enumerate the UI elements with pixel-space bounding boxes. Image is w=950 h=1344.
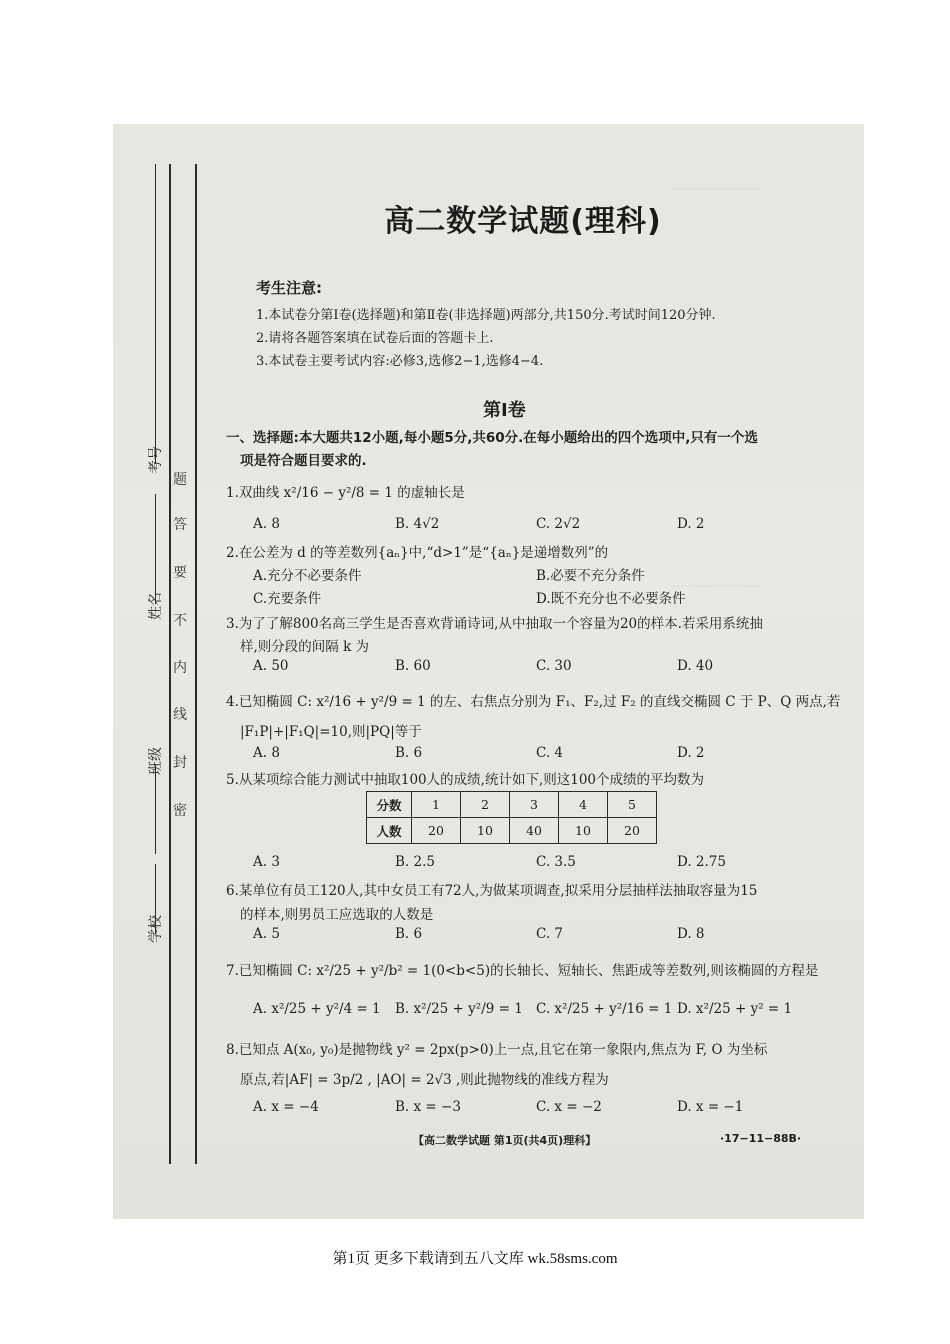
seal-char: 题: [173, 472, 187, 488]
question-stem: 2.在公差为 d 的等差数列{aₙ}中,“d>1”是“{aₙ}是递增数列”的: [226, 545, 609, 561]
binding-strip: [113, 124, 203, 1219]
option: D. 8: [677, 926, 705, 942]
table-cell: 20: [412, 818, 461, 844]
option: C. 3.5: [536, 854, 576, 870]
question-stem: 8.已知点 A(x₀, y₀)是抛物线 y² = 2px(p>0)上一点,且它在第一象限内,焦点为 F, O 为坐标: [226, 1042, 768, 1058]
option: A.充分不必要条件: [253, 568, 362, 584]
option: C. 4: [536, 745, 564, 761]
seal-char: 线: [173, 707, 187, 723]
option: A. 3: [253, 854, 280, 870]
option: D. 2.75: [677, 854, 726, 870]
option: B. x²/25 + y²/9 = 1: [395, 1001, 523, 1017]
fill-line-kaohao: [155, 164, 156, 464]
option: D. 2: [677, 745, 705, 761]
seal-char: 密: [173, 803, 187, 819]
option: A. 8: [253, 516, 280, 532]
option: B. 2.5: [395, 854, 435, 870]
seal-char: 答: [173, 517, 187, 533]
score-table: [366, 791, 657, 844]
exam-code: ·17−11−88B·: [720, 1132, 802, 1145]
exam-title: 高二数学试题(理科): [384, 204, 662, 239]
table-row: [367, 792, 657, 818]
exam-page-footer: 【高二数学试题 第1页(共4页)理科】: [413, 1134, 597, 1147]
seal-char: 内: [173, 660, 187, 676]
section-title: 第Ⅰ卷: [483, 400, 526, 421]
document-footer: 第1页 更多下载请到五八文库 wk.58sms.com: [332, 1251, 618, 1267]
notice-item: 2.请将各题答案填在试卷后面的答题卡上.: [256, 331, 494, 346]
table-cell: 10: [461, 818, 510, 844]
option: B. 6: [395, 926, 423, 942]
notice-heading: 考生注意:: [256, 279, 322, 297]
table-cell: 3: [510, 792, 559, 818]
option: A. 50: [253, 658, 289, 674]
question-stem: 7.已知椭圆 C: x²/25 + y²/b² = 1(0<b<5)的长轴长、短轴长、焦距成等差数列,则该椭圆的方程是: [226, 963, 819, 979]
table-cell: 40: [510, 818, 559, 844]
label-banji: 班级: [148, 747, 164, 775]
option: B. x = −3: [395, 1099, 461, 1115]
show-through: ⋯⋯⋯⋯⋯⋯⋯⋯: [673, 579, 761, 592]
option: B. 4√2: [395, 516, 440, 532]
table-cell: 2: [461, 792, 510, 818]
question-stem: 样,则分段的间隔 k 为: [240, 639, 370, 655]
option: C. x²/25 + y²/16 = 1: [536, 1001, 673, 1017]
option: C. 30: [536, 658, 572, 674]
question-stem: 1.双曲线 x²/16 − y²/8 = 1 的虚轴长是: [226, 485, 465, 501]
seal-char: 封: [173, 755, 187, 771]
option: D. x²/25 + y² = 1: [677, 1001, 793, 1017]
question-stem: 6.某单位有员工120人,其中女员工有72人,为做某项调查,拟采用分层抽样法抽取容量为15: [226, 883, 758, 899]
option: D. x = −1: [677, 1099, 744, 1115]
label-xingming: 姓名: [148, 592, 164, 620]
question-stem: |F₁P|+|F₁Q|=10,则|PQ|等于: [240, 724, 422, 740]
table-cell: 5: [608, 792, 657, 818]
table-row: [367, 818, 657, 844]
seal-char: 要: [173, 565, 187, 581]
table-header-cell: 人数: [367, 818, 412, 844]
question-stem: 5.从某项综合能力测试中抽取100人的成绩,统计如下,则这100个成绩的平均数为: [226, 772, 704, 788]
label-kaohao: 考号: [148, 446, 164, 474]
table-cell: 4: [559, 792, 608, 818]
exam-photo: [113, 124, 864, 1219]
show-through: ⋯⋯⋯⋯⋯⋯⋯⋯: [673, 182, 761, 195]
option: B. 6: [395, 745, 423, 761]
instructions-line: 项是符合题目要求的.: [240, 453, 367, 469]
question-stem: 4.已知椭圆 C: x²/16 + y²/9 = 1 的左、右焦点分别为 F₁、F₂,过 F₂ 的直线交椭圆 C 于 P、Q 两点,若: [226, 694, 841, 710]
binding-line-outer: [195, 164, 197, 1164]
notice-item: 1.本试卷分第Ⅰ卷(选择题)和第Ⅱ卷(非选择题)两部分,共150分.考试时间120分钟.: [256, 308, 716, 323]
option: C.充要条件: [253, 591, 322, 607]
label-xuexiao: 学校: [148, 915, 164, 943]
question-stem: 3.为了了解800名高三学生是否喜欢背诵诗词,从中抽取一个容量为20的样本.若采用系统抽: [226, 616, 763, 632]
option: D.既不充分也不必要条件: [536, 591, 686, 607]
question-stem: 的样本,则男员工应选取的人数是: [240, 907, 434, 923]
option: C. 2√2: [536, 516, 581, 532]
option: A. 5: [253, 926, 280, 942]
fill-line-xingming: [155, 494, 156, 604]
question-stem: 原点,若|AF| = 3p/2 , |AO| = 2√3 ,则此抛物线的准线方程为: [240, 1072, 609, 1088]
option: C. x = −2: [536, 1099, 602, 1115]
option: A. x²/25 + y²/4 = 1: [253, 1001, 381, 1017]
option: A. x = −4: [253, 1099, 319, 1115]
notice-item: 3.本试卷主要考试内容:必修3,选修2−1,选修4−4.: [256, 354, 544, 369]
option: D. 40: [677, 658, 714, 674]
option: D. 2: [677, 516, 705, 532]
fill-line-banji: [155, 764, 156, 854]
table-cell: 10: [559, 818, 608, 844]
table-header-cell: 分数: [367, 792, 412, 818]
option: C. 7: [536, 926, 564, 942]
option: B.必要不充分条件: [536, 568, 645, 584]
option: A. 8: [253, 745, 280, 761]
seal-char: 不: [173, 613, 187, 629]
table-cell: 1: [412, 792, 461, 818]
instructions-line: 一、选择题:本大题共12小题,每小题5分,共60分.在每小题给出的四个选项中,只有一个选: [226, 430, 758, 446]
option: B. 60: [395, 658, 431, 674]
table-cell: 20: [608, 818, 657, 844]
